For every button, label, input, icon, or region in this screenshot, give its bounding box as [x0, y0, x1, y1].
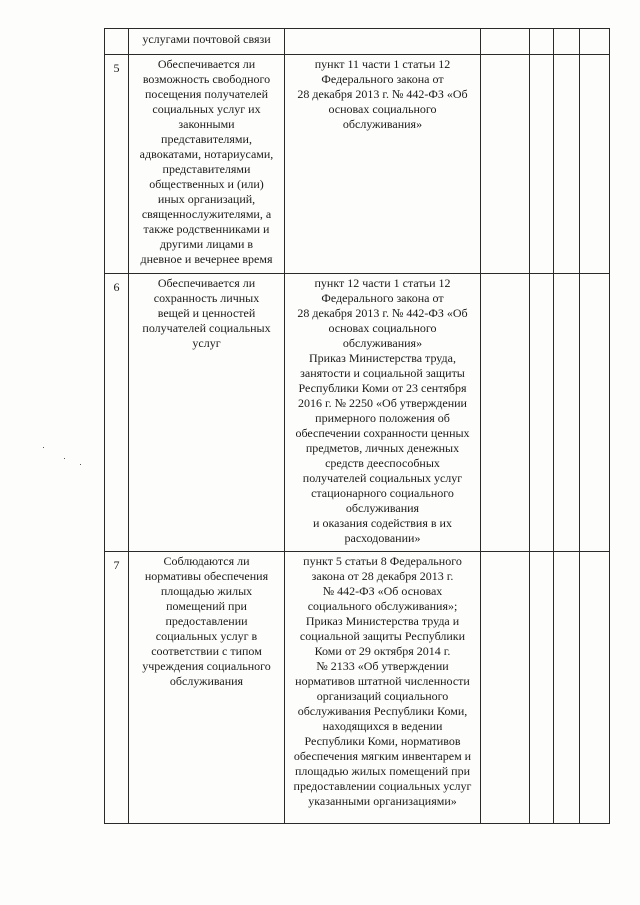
scan-speck: [64, 458, 65, 459]
reference-cell: пункт 11 части 1 статьи 12 Федерального закона от 28 декабря 2013 г. № 442-ФЗ «Об основах социального обслуживания»: [285, 55, 481, 274]
answer-cell: [481, 552, 530, 824]
row-number: 6: [105, 274, 129, 552]
table-row: [105, 552, 610, 824]
table-row: [105, 29, 610, 55]
answer-cell: [554, 55, 580, 274]
answer-cell: [530, 55, 554, 274]
answer-cell: [481, 29, 530, 55]
question-cell: Обеспечивается ли сохранность личных вещей и ценностей получателей социальных услуг: [129, 274, 285, 552]
answer-cell: [530, 274, 554, 552]
answer-cell: [580, 552, 610, 824]
answer-cell: [580, 274, 610, 552]
answer-cell: [580, 55, 610, 274]
answer-cell: [530, 552, 554, 824]
answer-cell: [554, 552, 580, 824]
checklist-table: [104, 28, 610, 824]
question-cell: Обеспечивается ли возможность свободного посещения получателей социальных услуг их законными представителями, адвокатами, нотариусами, представителями общественных и (или) иных организаций, священнослужителями, а также родственниками и другими лицами в дневное и вечернее время: [129, 55, 285, 274]
answer-cell: [481, 274, 530, 552]
answer-cell: [481, 55, 530, 274]
reference-cell: [285, 29, 481, 55]
reference-cell: пункт 12 части 1 статьи 12 Федерального закона от 28 декабря 2013 г. № 442-ФЗ «Об основах социального обслуживания» Приказ Министерства труда, занятости и социальной защиты Республики Коми от 23 сентября 2016 г. № 2250 «Об утверждении примерного положения об обеспечении сохранности ценных предметов, личных денежных средств дееспособных получателей социальных услуг стационарного социального обслуживания и оказания содействия в их расходовании»: [285, 274, 481, 552]
table-row: [105, 55, 610, 274]
row-number: 7: [105, 552, 129, 824]
scan-speck: [80, 464, 81, 465]
table-row: [105, 274, 610, 552]
scan-speck: [43, 447, 44, 448]
answer-cell: [554, 29, 580, 55]
row-number: 5: [105, 55, 129, 274]
answer-cell: [554, 274, 580, 552]
question-cell: услугами почтовой связи: [129, 29, 285, 55]
question-cell: Соблюдаются ли нормативы обеспечения площадью жилых помещений при предоставлении социальных услуг в соответствии с типом учреждения социального обслуживания: [129, 552, 285, 824]
answer-cell: [580, 29, 610, 55]
reference-cell: пункт 5 статьи 8 Федерального закона от 28 декабря 2013 г. № 442-ФЗ «Об основах социального обслуживания»; Приказ Министерства труда и социальной защиты Республики Коми от 29 октября 2014 г. № 2133 «Об утверждении нормативов штатной численности организаций социального обслуживания Республики Коми, находящихся в ведении Республики Коми, нормативов обеспечения мягким инвентарем и площадью жилых помещений при предоставлении социальных услуг указанными организациями»: [285, 552, 481, 824]
row-number: [105, 29, 129, 55]
answer-cell: [530, 29, 554, 55]
